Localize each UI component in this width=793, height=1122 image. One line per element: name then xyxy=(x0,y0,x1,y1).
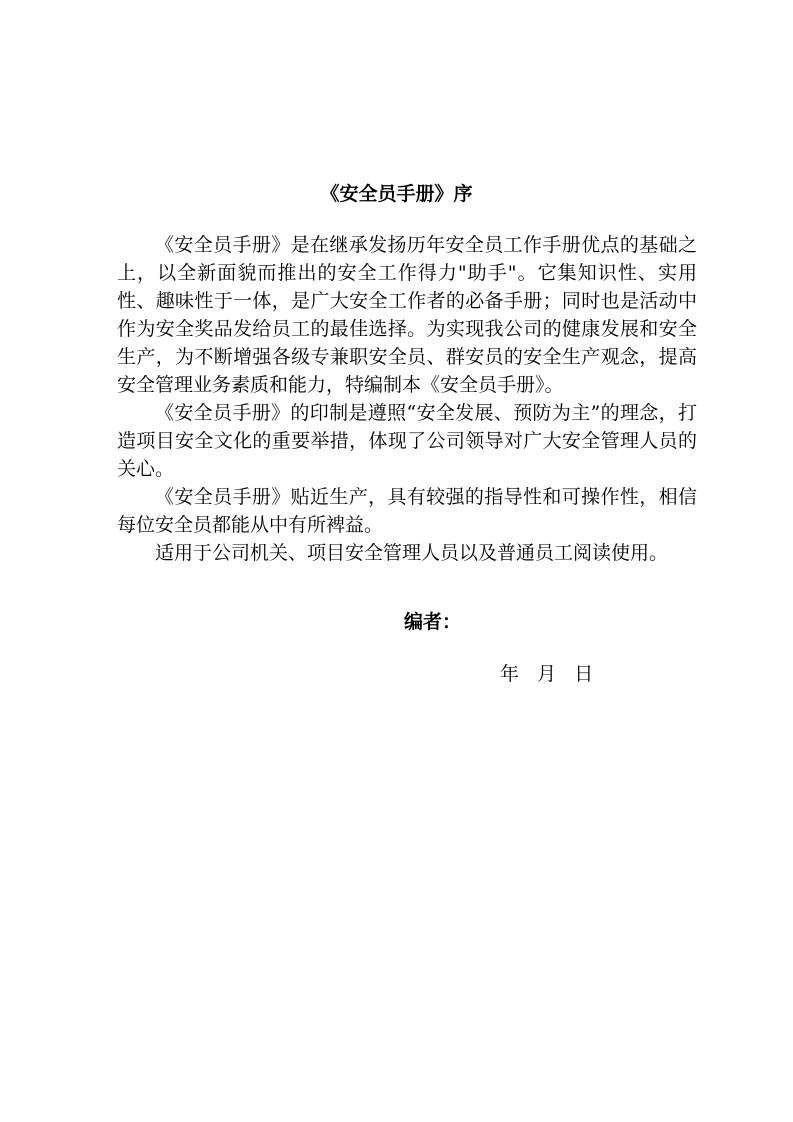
editor-label: 编者： xyxy=(404,611,462,633)
document-title: 《安全员手册》序 xyxy=(320,183,473,205)
date-line: 年 月 日 xyxy=(500,663,594,685)
paragraph-audience: 适用于公司机关、项目安全管理人员以及普通员工阅读使用。 xyxy=(155,542,669,564)
paragraph-guidance: 《安全员手册》贴近生产，具有较强的指导性和可操作性，相信每位安全员都能从中有所裨益。 xyxy=(117,486,697,536)
document-body xyxy=(117,231,697,567)
paragraph-intro: 《安全员手册》是在继承发扬历年安全员工作手册优点的基础之上，以全新面貌而推出的安全工作得力"助手"。它集知识性、实用性、趣味性于一体，是广大安全工作者的必备手册；同时也是活动中作为安全奖品发给员工的最佳选择。为实现我公司的健康发展和安全生产，为不断增强各级专兼职安全员、群安员的安全生产观念，提高安全管理业务素质和能力，特编制本《安全员手册》。 xyxy=(117,234,697,396)
paragraph-printing: 《安全员手册》的印制是遵照“安全发展、预防为主”的理念，打造项目安全文化的重要举措，体现了公司领导对广大安全管理人员的关心。 xyxy=(117,402,697,480)
